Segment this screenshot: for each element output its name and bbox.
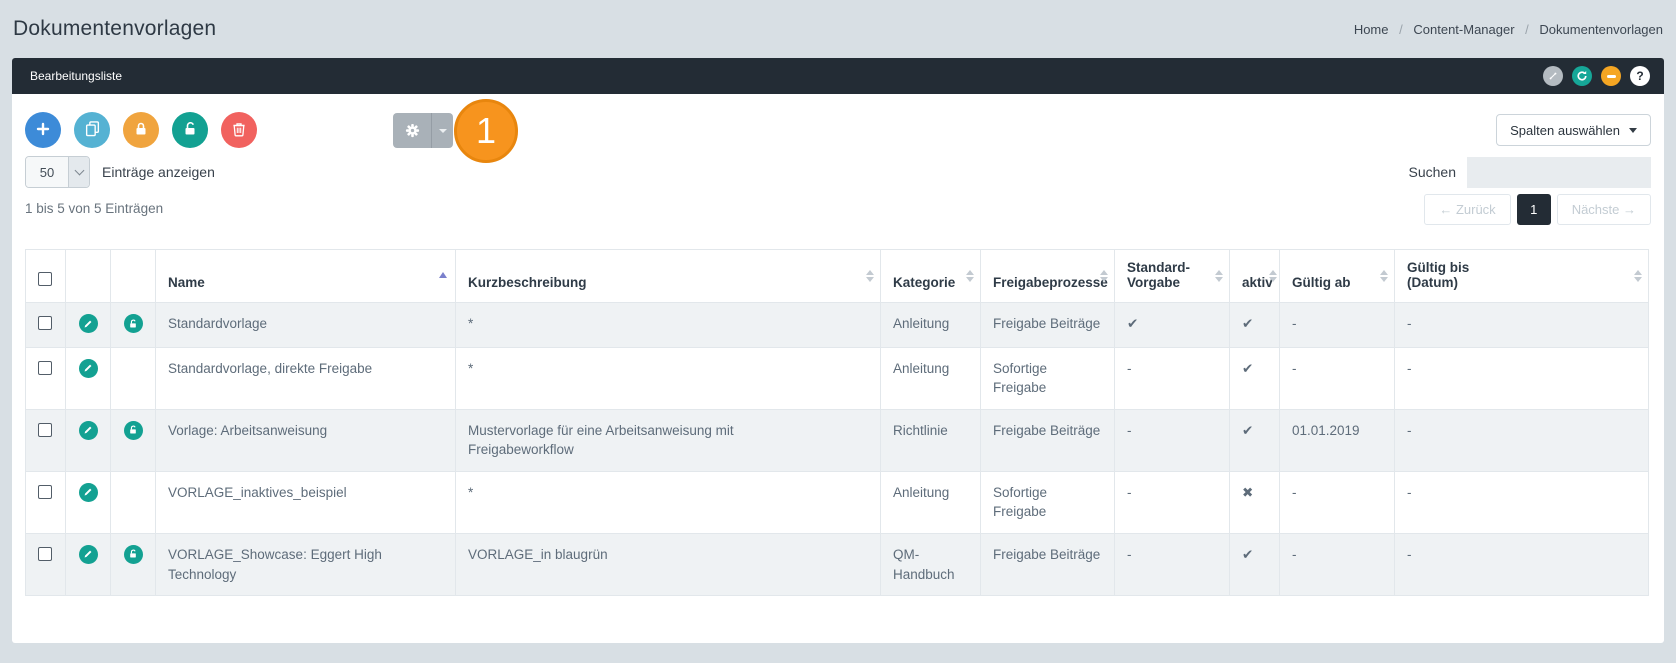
sort-icon: [1269, 270, 1277, 282]
breadcrumb-content-manager[interactable]: Content-Manager: [1413, 21, 1515, 37]
column-header-standard-vorgabe[interactable]: Standard-Vorgabe: [1115, 250, 1230, 303]
cell-name: Standardvorlage, direkte Freigabe: [156, 347, 456, 409]
cell-gueltig-ab: -: [1280, 303, 1395, 348]
unlock-column-header: [111, 250, 156, 303]
step-annotation-badge: 1: [454, 99, 518, 163]
page-size-label: Einträge anzeigen: [102, 164, 215, 180]
row-checkbox[interactable]: [38, 316, 52, 330]
chevron-down-icon: [68, 157, 89, 187]
search-label: Suchen: [1408, 164, 1456, 180]
edit-icon[interactable]: [79, 421, 98, 440]
select-all-checkbox[interactable]: [38, 272, 52, 286]
unlock-icon[interactable]: [124, 545, 143, 564]
settings-split-button[interactable]: [393, 110, 497, 151]
cell-name: VORLAGE_Showcase: Eggert High Technology: [156, 533, 456, 595]
unlock-button[interactable]: [172, 112, 208, 148]
panel-header-bar: [12, 58, 1664, 94]
column-header-gueltig-bis[interactable]: Gültig bis (Datum): [1395, 250, 1649, 303]
help-icon[interactable]: [1630, 66, 1650, 86]
toolbar: [25, 110, 1651, 151]
info-row: [25, 194, 1651, 225]
cell-standard-vorgabe: ✔: [1115, 303, 1230, 348]
cell-gueltig-bis: -: [1395, 409, 1649, 471]
entries-info: 1 bis 5 von 5 Einträgen: [25, 201, 164, 216]
cell-gueltig-bis: -: [1395, 347, 1649, 409]
lock-icon: [133, 121, 149, 140]
row-checkbox[interactable]: [38, 423, 52, 437]
sort-icon: [1634, 270, 1642, 282]
lock-button[interactable]: [123, 112, 159, 148]
current-page-button[interactable]: 1: [1517, 194, 1551, 225]
choose-columns-label: Spalten auswählen: [1510, 122, 1620, 138]
cell-aktiv: ✔: [1230, 303, 1280, 348]
panel-window-controls: [1543, 66, 1650, 86]
search-area: [1409, 157, 1651, 188]
sort-icon: [1215, 270, 1223, 282]
cell-standard-vorgabe: -: [1115, 533, 1230, 595]
cell-aktiv: ✔: [1230, 347, 1280, 409]
cell-freigabeprozesse: Sofortige Freigabe: [981, 471, 1115, 533]
expand-icon[interactable]: [1543, 66, 1563, 86]
breadcrumb-separator: /: [1525, 21, 1529, 37]
plus-icon: [35, 121, 51, 140]
row-checkbox[interactable]: [38, 361, 52, 375]
caret-down-icon: [1629, 128, 1637, 133]
unlock-icon[interactable]: [124, 314, 143, 333]
cell-gueltig-ab: -: [1280, 471, 1395, 533]
sort-icon: [966, 270, 974, 282]
edit-icon[interactable]: [79, 359, 98, 378]
cell-kurzbeschreibung: Mustervorlage für eine Arbeitsanweisung mit Freigabeworkflow: [456, 409, 881, 471]
caret-down-icon[interactable]: [432, 113, 453, 148]
pagination: [1424, 194, 1651, 225]
sort-icon: [1100, 270, 1108, 282]
cell-aktiv: ✔: [1230, 533, 1280, 595]
panel-title: Bearbeitungsliste: [30, 69, 123, 83]
add-button[interactable]: [25, 112, 61, 148]
gear-icon[interactable]: [393, 113, 432, 148]
search-input[interactable]: [1467, 157, 1651, 188]
panel-body: [12, 94, 1664, 643]
page-size-select[interactable]: [25, 156, 90, 188]
cell-kurzbeschreibung: *: [456, 347, 881, 409]
table-row: [26, 533, 1649, 595]
sort-icon: [1380, 270, 1388, 282]
page-title: Dokumentenvorlagen: [13, 17, 217, 40]
cell-kategorie: Anleitung: [881, 347, 981, 409]
top-header: [0, 0, 1676, 58]
duplicate-button[interactable]: [74, 112, 110, 148]
previous-page-button[interactable]: ← Zurück: [1424, 194, 1510, 225]
unlock-icon[interactable]: [124, 421, 143, 440]
cell-aktiv: ✔: [1230, 409, 1280, 471]
cell-kurzbeschreibung: *: [456, 303, 881, 348]
page-size-value: 50: [26, 157, 68, 187]
breadcrumb: [1354, 22, 1663, 37]
column-header-freigabeprozesse[interactable]: Freigabeprozesse: [981, 250, 1115, 303]
edit-icon[interactable]: [79, 314, 98, 333]
minus-glyph: [1607, 75, 1616, 78]
refresh-icon[interactable]: [1572, 66, 1592, 86]
delete-button[interactable]: [221, 112, 257, 148]
templates-table: [25, 249, 1649, 596]
list-controls: [25, 156, 1651, 188]
minimize-icon[interactable]: [1601, 66, 1621, 86]
cell-name: VORLAGE_inaktives_beispiel: [156, 471, 456, 533]
duplicate-icon: [84, 120, 101, 140]
cell-freigabeprozesse: Freigabe Beiträge: [981, 533, 1115, 595]
edit-column-header: [66, 250, 111, 303]
cell-name: Standardvorlage: [156, 303, 456, 348]
cell-freigabeprozesse: Sofortige Freigabe: [981, 347, 1115, 409]
sort-icon: [866, 270, 874, 282]
cell-kategorie: QM-Handbuch: [881, 533, 981, 595]
row-checkbox[interactable]: [38, 485, 52, 499]
cell-freigabeprozesse: Freigabe Beiträge: [981, 303, 1115, 348]
breadcrumb-separator: /: [1399, 21, 1403, 37]
question-glyph: ?: [1636, 69, 1644, 83]
unlock-icon: [182, 121, 198, 140]
edit-icon[interactable]: [79, 483, 98, 502]
cell-standard-vorgabe: -: [1115, 471, 1230, 533]
next-page-button[interactable]: Nächste →: [1557, 194, 1651, 225]
cell-aktiv: ✖: [1230, 471, 1280, 533]
cell-standard-vorgabe: -: [1115, 409, 1230, 471]
column-header-gueltig-ab[interactable]: Gültig ab: [1280, 250, 1395, 303]
row-checkbox[interactable]: [38, 547, 52, 561]
cell-kategorie: Richtlinie: [881, 409, 981, 471]
column-header-kurzbeschreibung[interactable]: Kurzbeschreibung: [456, 250, 881, 303]
cell-gueltig-ab: -: [1280, 347, 1395, 409]
breadcrumb-home[interactable]: Home: [1353, 21, 1389, 37]
cell-gueltig-bis: -: [1395, 471, 1649, 533]
cell-kategorie: Anleitung: [881, 303, 981, 348]
table-row: [26, 409, 1649, 471]
column-header-name[interactable]: Name: [156, 250, 456, 303]
trash-icon: [231, 121, 247, 140]
cell-standard-vorgabe: -: [1115, 347, 1230, 409]
cell-kurzbeschreibung: VORLAGE_in blaugrün: [456, 533, 881, 595]
cell-gueltig-bis: -: [1395, 303, 1649, 348]
sort-asc-icon: [439, 272, 447, 278]
choose-columns-button[interactable]: [1496, 114, 1651, 146]
column-header-kategorie[interactable]: Kategorie: [881, 250, 981, 303]
table-row: [26, 471, 1649, 533]
table-row: [26, 347, 1649, 409]
cell-name: Vorlage: Arbeitsanweisung: [156, 409, 456, 471]
cell-kategorie: Anleitung: [881, 471, 981, 533]
table-row: [26, 303, 1649, 348]
edit-icon[interactable]: [79, 545, 98, 564]
cell-freigabeprozesse: Freigabe Beiträge: [981, 409, 1115, 471]
column-header-aktiv[interactable]: aktiv: [1230, 250, 1280, 303]
cell-gueltig-bis: -: [1395, 533, 1649, 595]
cell-gueltig-ab: -: [1280, 533, 1395, 595]
cell-kurzbeschreibung: *: [456, 471, 881, 533]
edit-list-panel: [12, 58, 1664, 643]
table-header-row: [26, 250, 1649, 303]
cell-gueltig-ab: 01.01.2019: [1280, 409, 1395, 471]
breadcrumb-current: Dokumentenvorlagen: [1539, 21, 1663, 37]
